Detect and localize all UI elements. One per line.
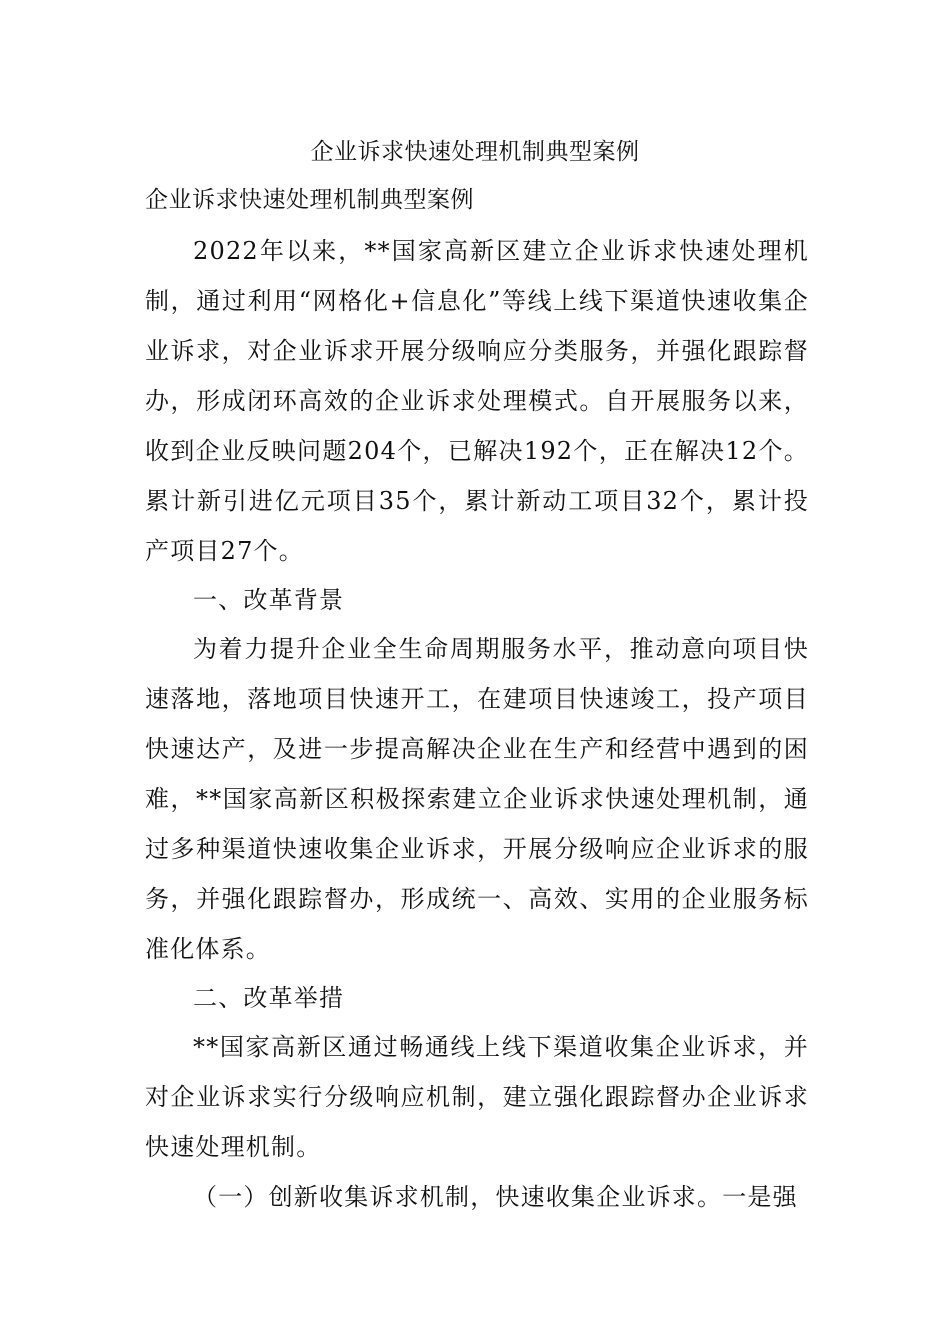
section-heading-measures: 二、改革举措: [193, 984, 345, 1012]
document-title: 企业诉求快速处理机制典型案例: [310, 139, 640, 165]
section-heading-background: 一、改革背景: [193, 586, 345, 614]
paragraph-measures: **国家高新区通过畅通线上线下渠道收集企业诉求，并对企业诉求实行分级响应机制，建立强化跟踪督办企业诉求快速处理机制。: [145, 1033, 809, 1161]
document-subtitle: 企业诉求快速处理机制典型案例: [145, 187, 474, 213]
paragraph-overview: 2022年以来，**国家高新区建立企业诉求快速处理机制，通过利用“网格化+信息化”等线上线下渠道快速收集企业诉求，对企业诉求开展分级响应分类服务，并强化跟踪督办，形成闭环高效的企业诉求处理模式。自开展服务以来，收到企业反映问题204个，已解决192个，正在解决12个。累计新引进亿元项目35个，累计新动工项目32个，累计投产项目27个。: [145, 237, 809, 565]
paragraph-subsection-1: （一）创新收集诉求机制，快速收集企业诉求。一是强: [193, 1183, 798, 1211]
paragraph-background: 为着力提升企业全生命周期服务水平，推动意向项目快速落地，落地项目快速开工，在建项目快速竣工，投产项目快速达产，及进一步提高解决企业在生产和经营中遇到的困难，**国家高新区积极探索建立企业诉求快速处理机制，通过多种渠道快速收集企业诉求，开展分级响应企业诉求的服务，并强化跟踪督办，形成统一、高效、实用的企业服务标准化体系。: [145, 635, 809, 963]
